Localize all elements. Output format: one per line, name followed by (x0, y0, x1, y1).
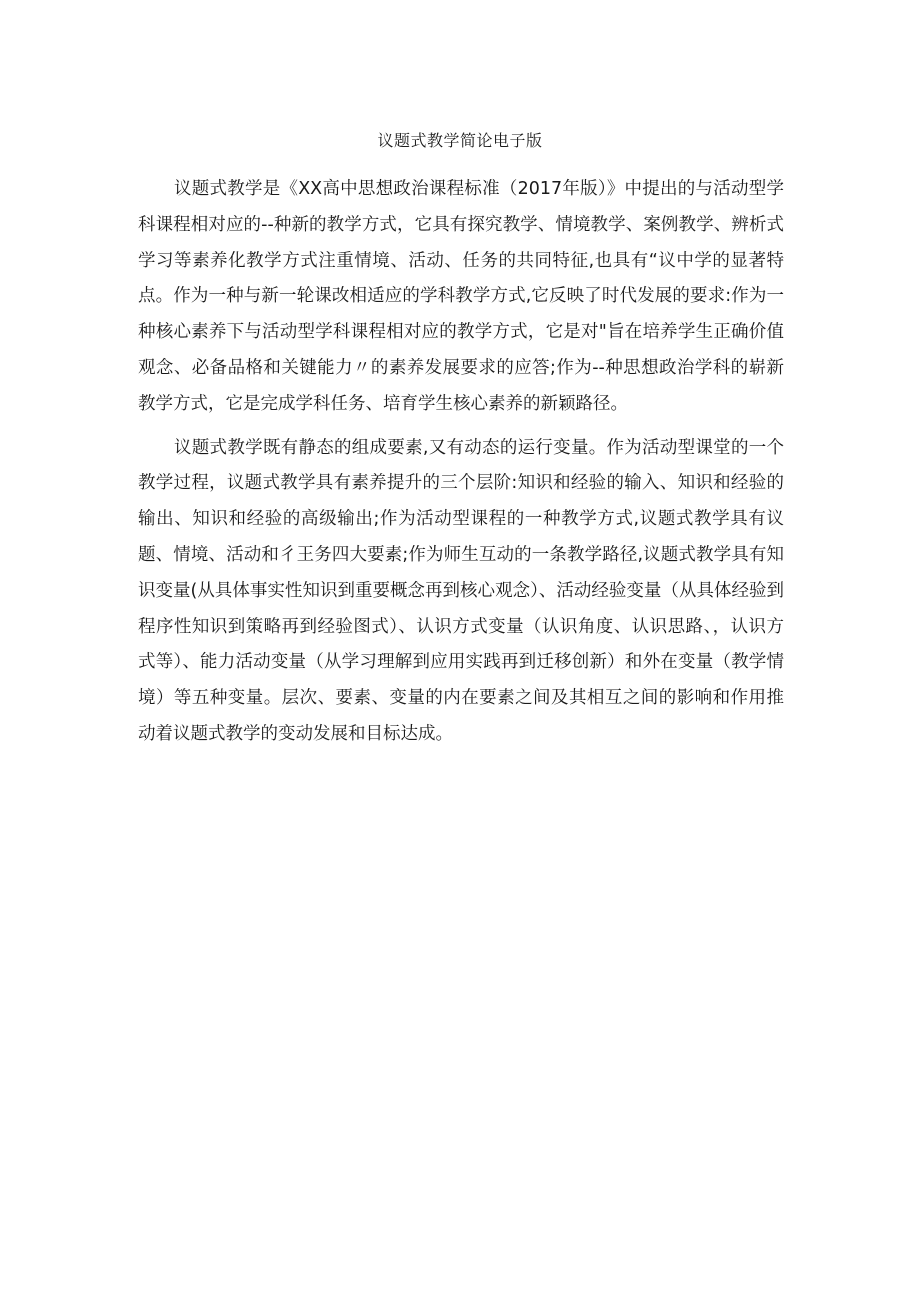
document-body (138, 172, 784, 761)
document-title: 议题式教学简论电子版 (377, 131, 543, 150)
paragraph-2: 议题式教学既有静态的组成要素,又有动态的运行变量。作为活动型课堂的一个教学过程，议题式教学具有素养提升的三个层阶:知识和经验的输入、知识和经验的输出、知识和经验的高级输出;作为活动型课程的一种教学方式,议题式教学具有议题、情境、活动和彳王务四大要素;作为师生互动的一条教学路径,议题式教学具有知识变量(从具体事实性知识到重要概念再到核心观念）、活动经验变量（从具体经验到程序性知识到策略再到经验图式）、认识方式变量（认识角度、认识思路、，认识方式等）、能力活动变量（从学习理解到应用实践再到迁移创新）和外在变量（教学情境）等五种变量。层次、要素、变量的内在要素之间及其相互之间的影响和作用推动着议题式教学的变动发展和目标达成。 (138, 437, 784, 744)
paragraph-1: 议题式教学是《XX高中思想政治课程标准（2017年版）》中提出的与活动型学科课程相对应的--种新的教学方式，它具有探究教学、情境教学、案例教学、辨析式学习等素养化教学方式注重情境、活动、任务的共同特征,也具有“议中学的显著特点。作为一种与新一轮课改相适应的学科教学方式,它反映了时代发展的要求:作为一种核心素养下与活动型学科课程相对应的教学方式，它是对"旨在培养学生正确价值观念、必备品格和关键能力〃的素养发展要求的应答;作为--种思想政治学科的崭新教学方式，它是完成学科任务、培育学生核心素养的新颖路径。 (138, 179, 784, 414)
